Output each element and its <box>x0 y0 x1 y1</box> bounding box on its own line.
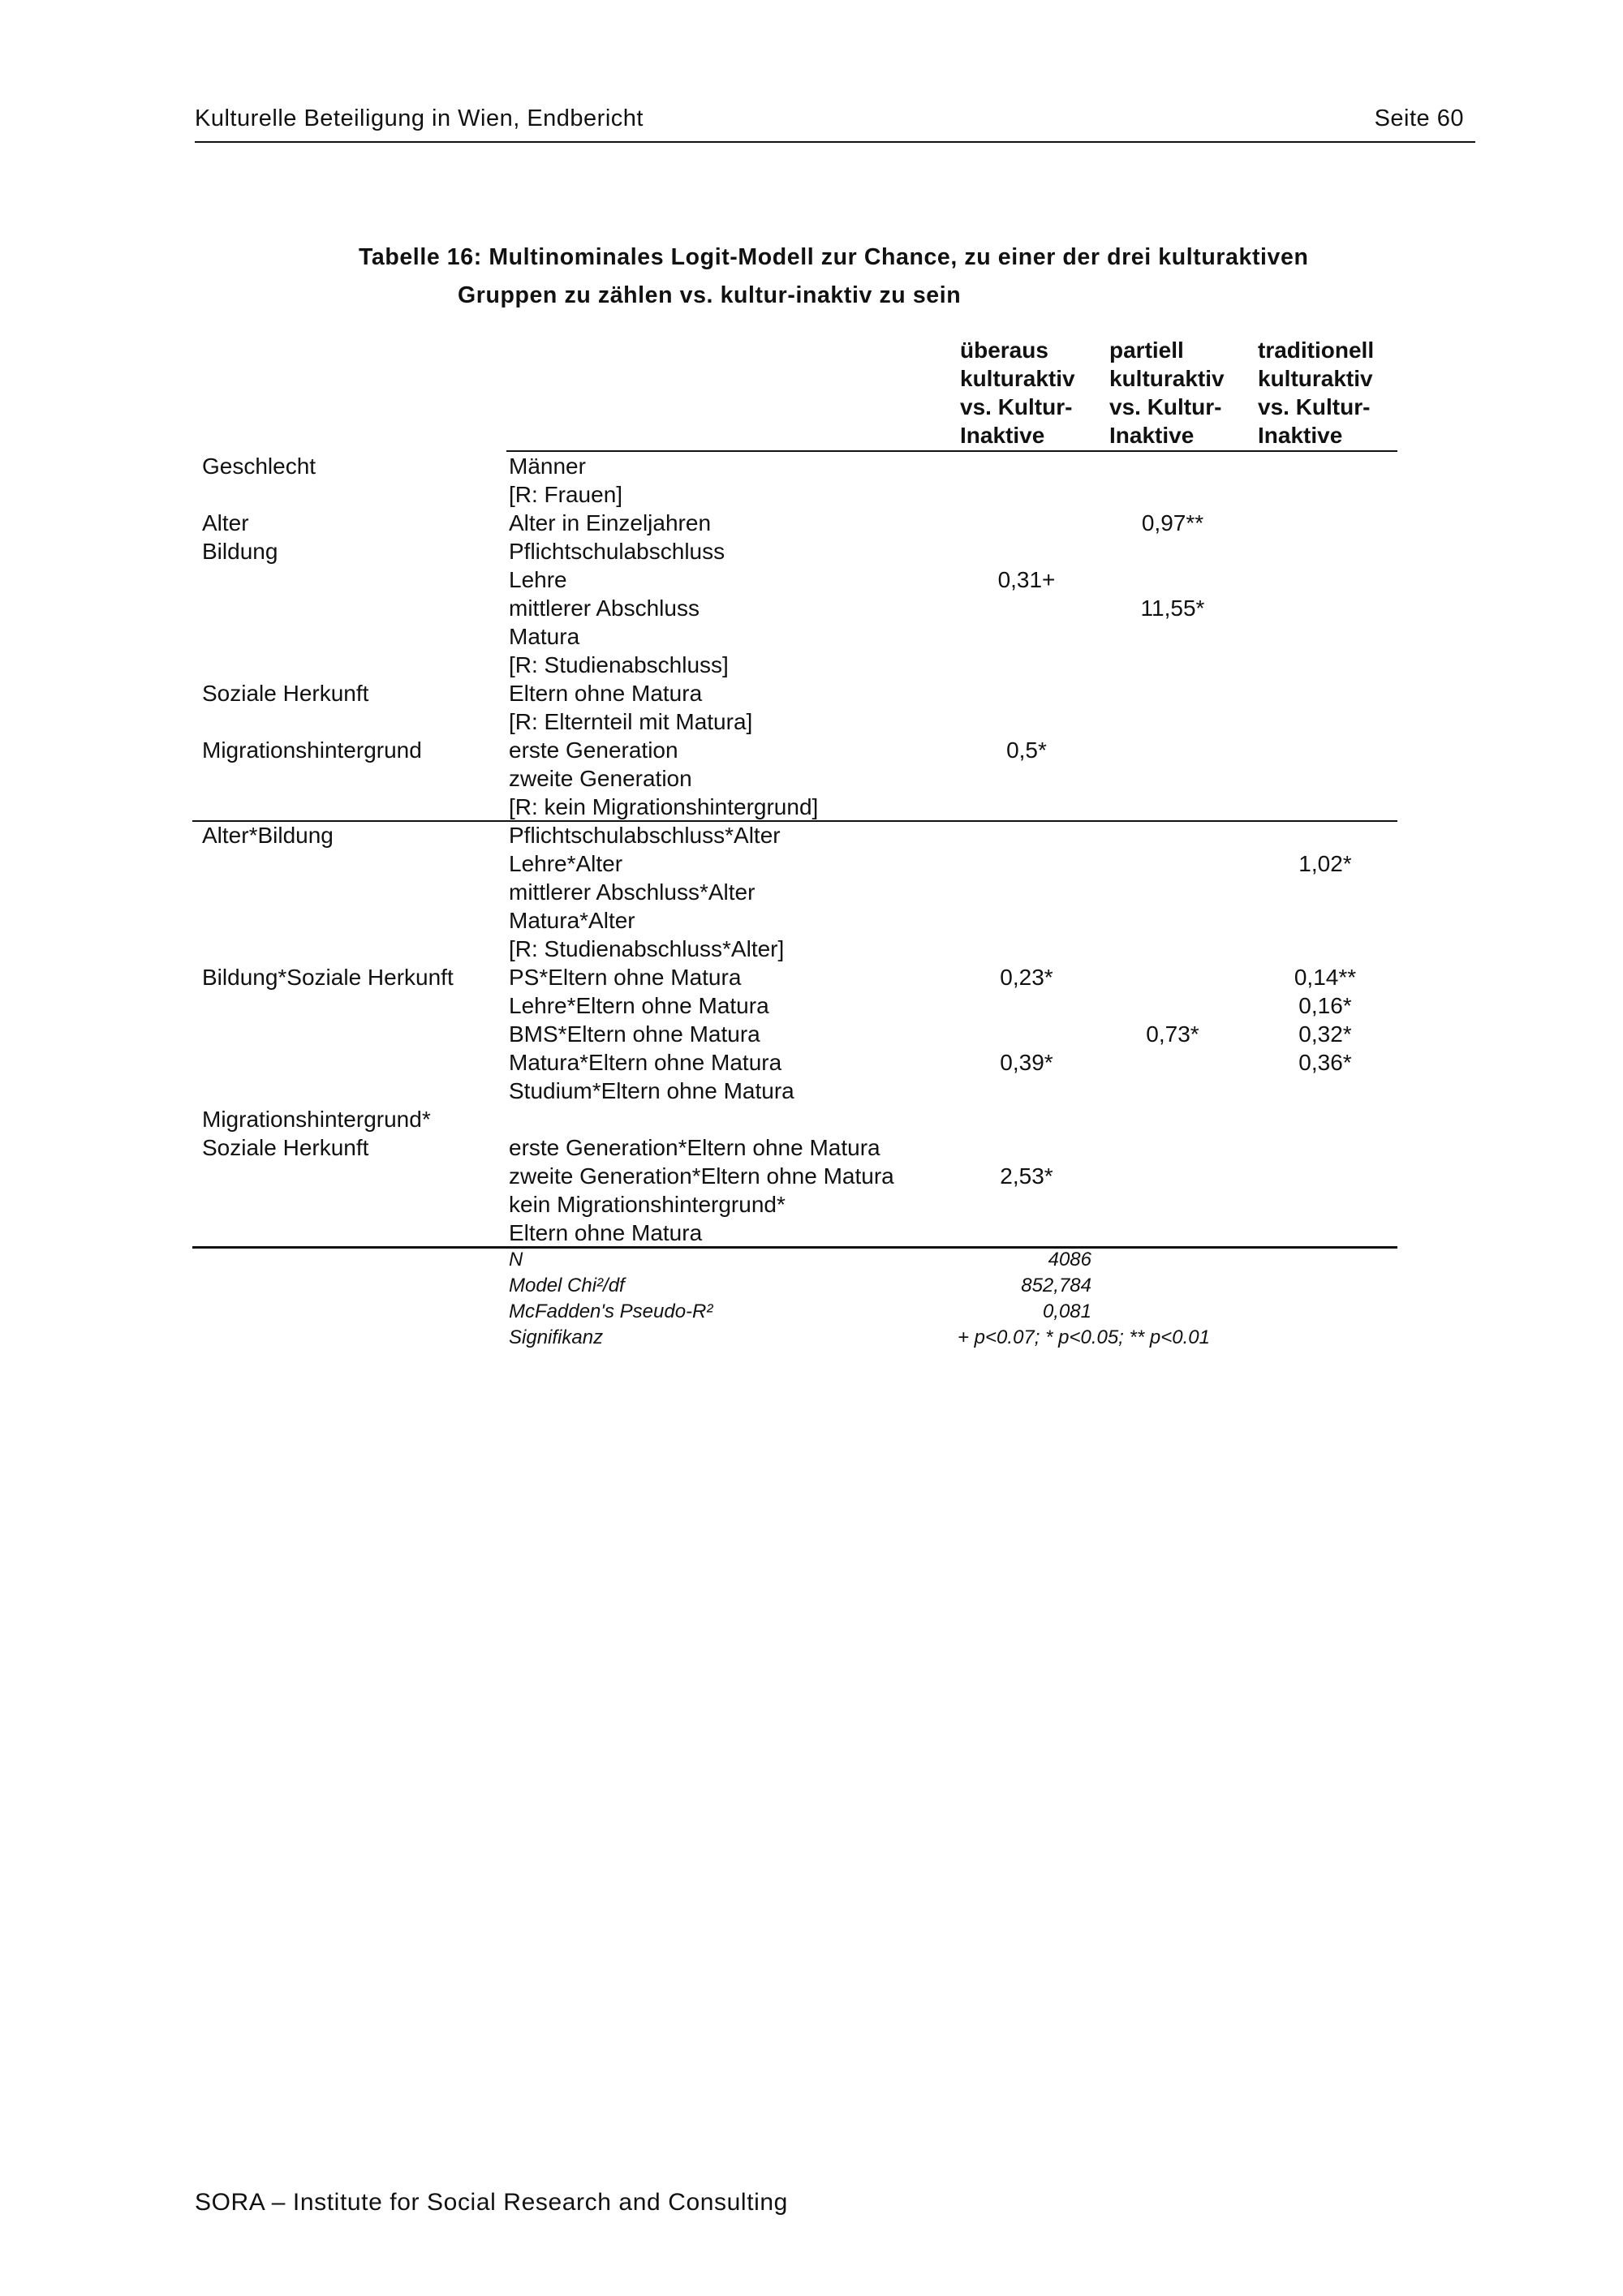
table-bottom-rule <box>192 1246 1397 1249</box>
coef-col2 <box>1140 1190 1205 1219</box>
coef-col3 <box>1293 594 1358 622</box>
coef-col2 <box>1140 935 1205 963</box>
coef-col1: 2,53* <box>1000 1163 1053 1189</box>
coef-col1: 0,5* <box>1006 737 1047 763</box>
coef-col1 <box>994 622 1059 651</box>
col2-line3: vs. Kultur- <box>1109 394 1222 419</box>
coef-col3 <box>1293 878 1358 906</box>
coef-col2 <box>1140 1219 1205 1247</box>
coef-col2 <box>1140 1105 1205 1133</box>
coef-col3 <box>1293 707 1358 736</box>
coef-col3 <box>1293 537 1358 565</box>
coef-col2 <box>1140 991 1205 1020</box>
row-variable: [R: Studienabschluss] <box>509 652 729 677</box>
row-variable: Matura*Alter <box>509 908 635 933</box>
row-variable: Pflichtschulabschluss*Alter <box>509 823 781 848</box>
col2-line2: kulturaktiv <box>1109 366 1225 391</box>
coef-col2 <box>1140 906 1205 935</box>
col1-line2: kulturaktiv <box>960 366 1075 391</box>
row-category: Bildung <box>202 539 278 564</box>
coef-col3 <box>1293 565 1358 594</box>
coef-col1 <box>994 821 1059 849</box>
report-title: Kulturelle Beteiligung in Wien, Endbericht <box>195 105 644 131</box>
coef-col3 <box>1293 793 1358 821</box>
col3-line4: Inaktive <box>1258 423 1343 448</box>
row-category: Geschlecht <box>202 454 316 479</box>
stat-label: Model Chi²/df <box>509 1275 625 1296</box>
row-variable: mittlerer Abschluss*Alter <box>509 879 756 905</box>
row-variable: Studium*Eltern ohne Matura <box>509 1078 794 1103</box>
coef-col3 <box>1293 764 1358 793</box>
coef-col2: 0,97** <box>1141 510 1204 535</box>
row-variable: zweite Generation*Eltern ohne Matura <box>509 1163 894 1189</box>
coef-col2 <box>1140 821 1205 849</box>
coef-col1 <box>994 1190 1059 1219</box>
stat-label: McFadden's Pseudo-R² <box>509 1301 713 1322</box>
row-variable: erste Generation <box>509 737 678 763</box>
row-category: Alter <box>202 510 249 535</box>
coef-col3 <box>1293 1162 1358 1190</box>
coef-col2 <box>1140 651 1205 679</box>
coef-col2 <box>1140 849 1205 878</box>
column-header-partiell <box>1109 336 1225 449</box>
stat-label: Signifikanz <box>509 1326 604 1348</box>
coef-col1: 0,23* <box>1000 965 1053 990</box>
coef-col1 <box>994 991 1059 1020</box>
coef-col3 <box>1293 452 1358 480</box>
coef-col2 <box>1140 1162 1205 1190</box>
row-variable: Matura <box>509 624 580 649</box>
coef-col3 <box>1293 821 1358 849</box>
coef-col3 <box>1293 1105 1358 1133</box>
coef-col3: 0,14** <box>1294 965 1357 990</box>
row-variable: erste Generation*Eltern ohne Matura <box>509 1135 880 1160</box>
column-header-ueberaus <box>960 336 1075 449</box>
coef-col1 <box>994 1133 1059 1162</box>
row-variable: PS*Eltern ohne Matura <box>509 965 742 990</box>
row-variable: Lehre*Alter <box>509 851 623 876</box>
coef-col1 <box>994 452 1059 480</box>
coef-col1 <box>994 878 1059 906</box>
row-variable: Alter in Einzeljahren <box>509 510 712 535</box>
coef-col1 <box>994 935 1059 963</box>
page-number: Seite 60 <box>1374 105 1464 131</box>
row-variable: [R: Frauen] <box>509 482 623 507</box>
coef-col1 <box>994 537 1059 565</box>
coef-col3 <box>1293 480 1358 509</box>
row-category: Soziale Herkunft <box>202 681 369 706</box>
row-variable: Lehre <box>509 567 567 592</box>
coef-col3 <box>1293 622 1358 651</box>
caption-line-2: Gruppen zu zählen vs. kultur-inaktiv zu sein <box>458 282 962 308</box>
coef-col1 <box>994 651 1059 679</box>
coef-col2 <box>1140 1077 1205 1105</box>
row-variable: Matura*Eltern ohne Matura <box>509 1050 782 1075</box>
coef-col2: 0,73* <box>1146 1021 1199 1047</box>
row-variable: Pflichtschulabschluss <box>509 539 725 564</box>
col3-line2: kulturaktiv <box>1258 366 1373 391</box>
coef-col1 <box>994 849 1059 878</box>
stat-value: 852,784 <box>1021 1275 1091 1296</box>
coef-col3: 0,36* <box>1298 1050 1352 1075</box>
coef-col1 <box>994 509 1059 537</box>
row-variable: kein Migrationshintergrund* <box>509 1192 786 1217</box>
coef-col2 <box>1140 679 1205 707</box>
coef-col2 <box>1140 1133 1205 1162</box>
row-variable: [R: Studienabschluss*Alter] <box>509 936 785 961</box>
coef-col3 <box>1293 1077 1358 1105</box>
coef-col2 <box>1140 707 1205 736</box>
coef-col1: 0,31+ <box>997 567 1056 592</box>
coef-col3 <box>1293 1219 1358 1247</box>
coef-col3 <box>1293 736 1358 764</box>
coef-col1: 0,39* <box>1000 1050 1053 1075</box>
coef-col1 <box>994 1077 1059 1105</box>
coef-col3: 1,02* <box>1298 851 1352 876</box>
coef-col2 <box>1140 480 1205 509</box>
col3-line3: vs. Kultur- <box>1258 394 1371 419</box>
page-footer: SORA – Institute for Social Research and Consulting <box>195 2189 788 2216</box>
caption-line-1: Tabelle 16: Multinominales Logit-Modell zur Chance, zu einer der drei kulturaktiven <box>359 244 1309 270</box>
row-variable: BMS*Eltern ohne Matura <box>509 1021 760 1047</box>
table-caption <box>359 239 1446 315</box>
stat-value: 0,081 <box>1042 1301 1091 1322</box>
coef-col1 <box>994 1219 1059 1247</box>
header-rule <box>506 450 1397 452</box>
coef-col3: 0,32* <box>1298 1021 1352 1047</box>
coef-col2 <box>1140 1048 1205 1077</box>
coef-col1 <box>994 707 1059 736</box>
coef-col2 <box>1140 452 1205 480</box>
coef-col2 <box>1140 878 1205 906</box>
coef-col3 <box>1293 935 1358 963</box>
col2-line1: partiell <box>1109 338 1184 363</box>
col3-line1: traditionell <box>1258 338 1375 363</box>
coef-col1 <box>994 764 1059 793</box>
coef-col1 <box>994 480 1059 509</box>
row-variable: [R: Elternteil mit Matura] <box>509 709 753 734</box>
coef-col2: 11,55* <box>1140 595 1205 621</box>
column-header-traditionell <box>1258 336 1374 449</box>
coef-col1 <box>994 1020 1059 1048</box>
col2-line4: Inaktive <box>1109 423 1195 448</box>
coef-col1 <box>994 1105 1059 1133</box>
col1-line1: überaus <box>960 338 1048 363</box>
coef-col1 <box>994 679 1059 707</box>
stat-value: + p<0.07; * p<0.05; ** p<0.01 <box>958 1326 1210 1348</box>
coef-col2 <box>1140 622 1205 651</box>
row-category: Migrationshintergrund* <box>202 1107 431 1132</box>
row-category: Bildung*Soziale Herkunft <box>202 965 454 990</box>
coef-col3 <box>1293 1133 1358 1162</box>
coef-col2 <box>1140 764 1205 793</box>
row-variable: [R: kein Migrationshintergrund] <box>509 794 819 819</box>
row-variable: Männer <box>509 454 586 479</box>
coef-col3 <box>1293 651 1358 679</box>
coef-col3 <box>1293 1190 1358 1219</box>
row-variable: Eltern ohne Matura <box>509 1220 703 1245</box>
col1-line3: vs. Kultur- <box>960 394 1073 419</box>
row-variable: Eltern ohne Matura <box>509 681 703 706</box>
coef-col3 <box>1293 906 1358 935</box>
row-variable: Lehre*Eltern ohne Matura <box>509 993 769 1018</box>
coef-col2 <box>1140 537 1205 565</box>
coef-col1 <box>994 793 1059 821</box>
coef-col3 <box>1293 509 1358 537</box>
row-category: Migrationshintergrund <box>202 737 422 763</box>
row-category: Soziale Herkunft <box>202 1135 369 1160</box>
stat-label: N <box>509 1249 523 1271</box>
coef-col2 <box>1140 963 1205 991</box>
row-category: Alter*Bildung <box>202 823 334 848</box>
col1-line4: Inaktive <box>960 423 1045 448</box>
stat-value: 4086 <box>1048 1249 1091 1271</box>
coef-col3 <box>1293 679 1358 707</box>
coef-col2 <box>1140 736 1205 764</box>
coef-col1 <box>994 594 1059 622</box>
coef-col3: 0,16* <box>1298 993 1352 1018</box>
coef-col1 <box>994 906 1059 935</box>
page-header <box>195 104 1475 143</box>
row-variable: zweite Generation <box>509 766 692 791</box>
coef-col2 <box>1140 793 1205 821</box>
coef-col2 <box>1140 565 1205 594</box>
row-variable: mittlerer Abschluss <box>509 595 700 621</box>
